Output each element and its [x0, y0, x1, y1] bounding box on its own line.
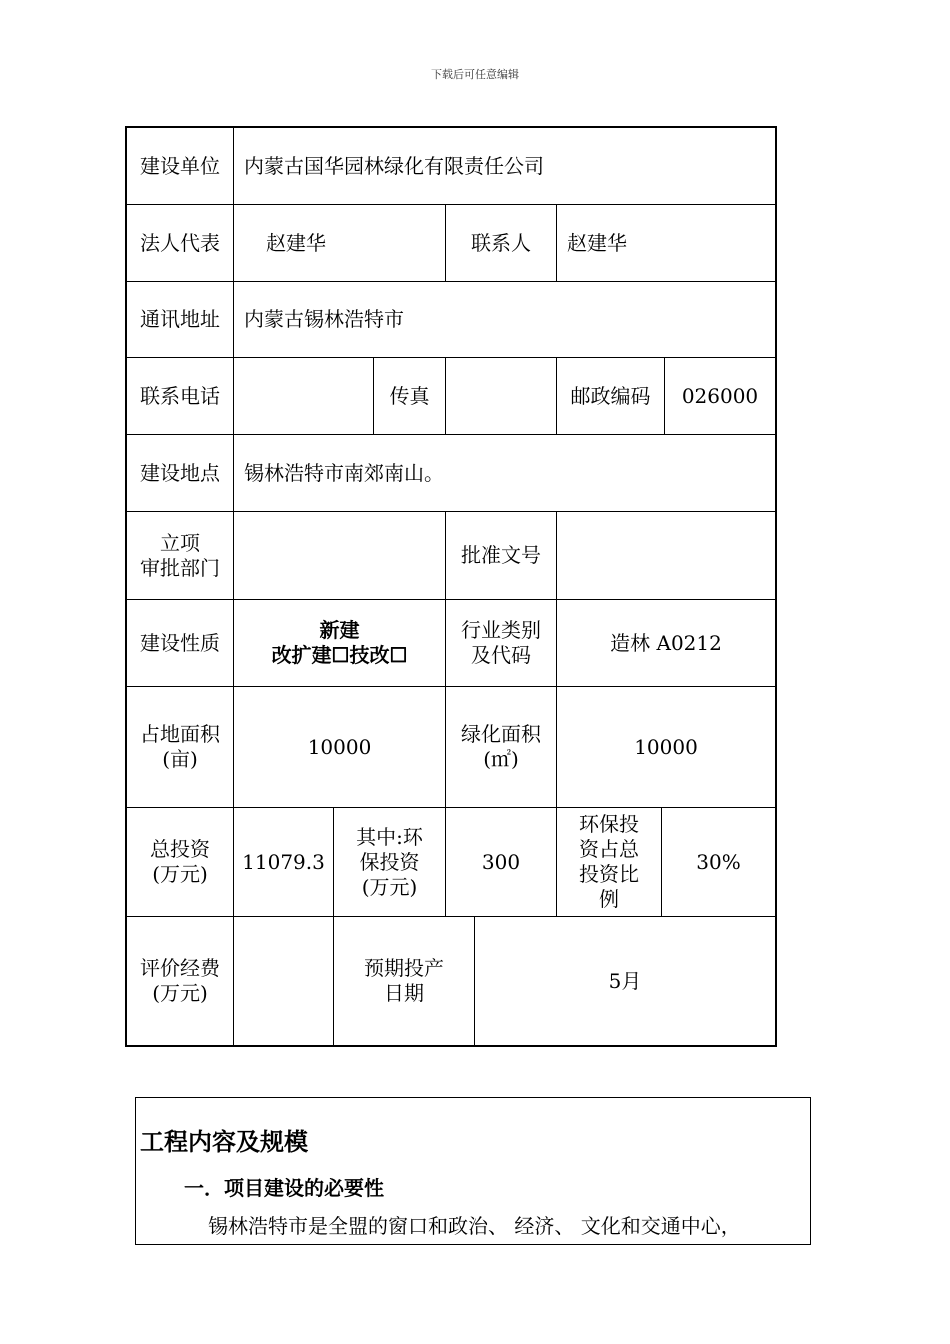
nature-label: 建设性质: [140, 630, 220, 655]
area-value: 10000: [307, 734, 372, 759]
project-content-section: [135, 1097, 811, 1245]
env-invest-label: 其中:环 保投资 (万元): [356, 824, 423, 899]
phone-label: 联系电话: [140, 383, 220, 408]
address-value: 内蒙古锡林浩特市: [244, 307, 404, 331]
eval-fee-label: 评价经费 (万元): [140, 956, 220, 1005]
fax-label: 传真: [389, 383, 430, 408]
eval-fee-value: [234, 917, 333, 1045]
contact-label: 联系人: [471, 230, 531, 255]
area-label: 占地面积 (亩): [140, 722, 220, 771]
approval-dept-value: [234, 512, 445, 599]
section-paragraph: 锡林浩特市是全盟的窗口和政治、 经济、 文化和交通中心，: [208, 1214, 741, 1238]
fax-value: [446, 358, 556, 434]
phone-value: [234, 358, 373, 434]
green-area-label: 绿化面积 (㎡): [461, 722, 541, 771]
project-info-table: [125, 126, 777, 1047]
location-value: 锡林浩特市南郊南山。: [244, 460, 444, 485]
unit-label: 建设单位: [140, 153, 220, 178]
approval-dept-label: 立项 审批部门: [140, 530, 220, 580]
expected-date-label: 预期投产 日期: [364, 956, 444, 1005]
section-subtitle: 一．项目建设的必要性: [184, 1176, 384, 1200]
env-ratio-value: 30%: [696, 849, 741, 874]
unit-value: 内蒙古国华园林绿化有限责任公司: [244, 153, 544, 178]
approval-no-label: 批准文号: [461, 543, 541, 567]
total-invest-label: 总投资 (万元): [150, 837, 210, 886]
postal-label: 邮政编码: [570, 383, 651, 408]
green-area-value: 10000: [634, 734, 698, 759]
address-label: 通讯地址: [140, 307, 220, 331]
nature-value: 新建 改扩建☐技改☐: [271, 618, 408, 667]
location-label: 建设地点: [140, 460, 220, 485]
expected-date-value: 5月: [608, 968, 642, 993]
page-header-note: 下载后可任意编辑: [431, 68, 519, 81]
contact-value: 赵建华: [567, 230, 627, 255]
total-invest-value: 11079.3: [242, 849, 325, 874]
env-invest-value: 300: [481, 849, 521, 874]
legal-rep-value: 赵建华: [266, 230, 326, 255]
industry-value: 造林 A0212: [610, 630, 722, 655]
legal-rep-label: 法人代表: [140, 230, 220, 255]
industry-label: 行业类别 及代码: [461, 618, 541, 667]
approval-no-value: [557, 512, 775, 599]
env-ratio-label: 环保投 资占总 投资比 例: [579, 812, 639, 911]
section-title: 工程内容及规模: [140, 1127, 308, 1156]
postal-value: 026000: [681, 383, 759, 408]
